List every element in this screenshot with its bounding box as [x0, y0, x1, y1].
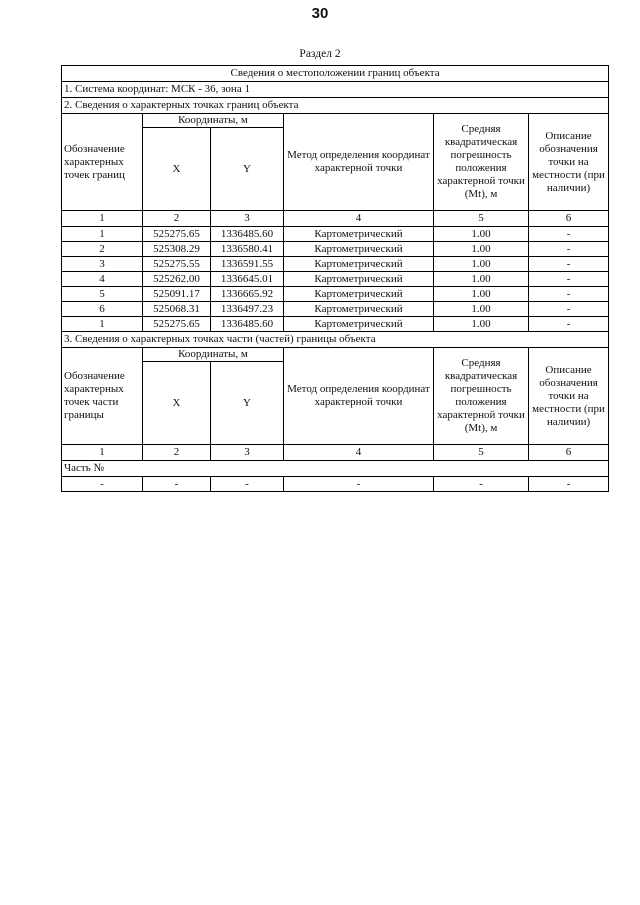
coord-system: 1. Система координат: МСК - 36, зона 1: [62, 82, 609, 98]
point-number-cell: 1: [62, 227, 143, 242]
section-label: Раздел 2: [299, 48, 341, 60]
header-description: Описание обозначения точки на местности (при наличии): [529, 114, 609, 211]
column-number-cell: 3: [211, 211, 284, 227]
accuracy-cell: 1.00: [434, 257, 529, 272]
y-coordinate-cell: 1336485.60: [211, 317, 284, 332]
column-number-cell: 5: [434, 211, 529, 227]
x-coordinate-cell: -: [143, 477, 211, 492]
point-number-cell: 4: [62, 272, 143, 287]
accuracy-cell: 1.00: [434, 242, 529, 257]
description-cell: -: [529, 242, 609, 257]
x-coordinate-cell: 525275.65: [143, 317, 211, 332]
part-label: Часть №: [62, 461, 609, 477]
part-column-numbers-row: [62, 445, 609, 461]
method-cell: Картометрический: [284, 227, 434, 242]
header-y: Y: [211, 128, 284, 211]
y-coordinate-cell: 1336580.41: [211, 242, 284, 257]
part-header-method: Метод определения координат характерной точки: [284, 348, 434, 445]
x-coordinate-cell: 525275.55: [143, 257, 211, 272]
accuracy-cell: 1.00: [434, 302, 529, 317]
part-header-x: X: [143, 362, 211, 445]
part-header-description: Описание обозначения точки на местности (при наличии): [529, 348, 609, 445]
description-cell: -: [529, 257, 609, 272]
point-number-cell: 2: [62, 242, 143, 257]
x-coordinate-cell: 525091.17: [143, 287, 211, 302]
table-row: [62, 317, 609, 332]
table-row: [62, 257, 609, 272]
header-method: Метод определения координат характерной точки: [284, 114, 434, 211]
method-cell: -: [284, 477, 434, 492]
y-coordinate-cell: 1336591.55: [211, 257, 284, 272]
point-number-cell: -: [62, 477, 143, 492]
point-number-cell: 5: [62, 287, 143, 302]
accuracy-cell: 1.00: [434, 287, 529, 302]
point-number-cell: 1: [62, 317, 143, 332]
column-number-cell: 1: [62, 211, 143, 227]
accuracy-cell: 1.00: [434, 272, 529, 287]
part-header-y: Y: [211, 362, 284, 445]
description-cell: -: [529, 287, 609, 302]
y-coordinate-cell: 1336485.60: [211, 227, 284, 242]
column-number-cell: 3: [211, 445, 284, 461]
point-number-cell: 6: [62, 302, 143, 317]
column-number-cell: 4: [284, 211, 434, 227]
method-cell: Картометрический: [284, 287, 434, 302]
section-3-heading: 3. Сведения о характерных точках части (частей) границы объекта: [62, 332, 609, 348]
y-coordinate-cell: -: [211, 477, 284, 492]
description-cell: -: [529, 302, 609, 317]
boundary-table: [61, 65, 609, 492]
table-row: [62, 272, 609, 287]
description-cell: -: [529, 317, 609, 332]
table-row: [62, 287, 609, 302]
method-cell: Картометрический: [284, 317, 434, 332]
description-cell: -: [529, 272, 609, 287]
point-number-cell: 3: [62, 257, 143, 272]
method-cell: Картометрический: [284, 302, 434, 317]
description-cell: -: [529, 477, 609, 492]
page-number: 30: [311, 5, 329, 22]
method-cell: Картометрический: [284, 242, 434, 257]
column-number-cell: 2: [143, 211, 211, 227]
x-coordinate-cell: 525068.31: [143, 302, 211, 317]
column-number-cell: 1: [62, 445, 143, 461]
column-numbers-row: [62, 211, 609, 227]
column-number-cell: 6: [529, 445, 609, 461]
x-coordinate-cell: 525262.00: [143, 272, 211, 287]
part-header-designation: Обозначение характерных точек части границы: [62, 348, 143, 445]
column-number-cell: 2: [143, 445, 211, 461]
column-number-cell: 6: [529, 211, 609, 227]
method-cell: Картометрический: [284, 272, 434, 287]
description-cell: -: [529, 227, 609, 242]
table-title: Сведения о местоположении границ объекта: [62, 66, 609, 82]
part-header-coordinates: Координаты, м: [143, 348, 284, 362]
y-coordinate-cell: 1336497.23: [211, 302, 284, 317]
x-coordinate-cell: 525275.65: [143, 227, 211, 242]
method-cell: Картометрический: [284, 257, 434, 272]
header-accuracy: Средняя квадратическая погрешность положения характерной точки (Mt), м: [434, 114, 529, 211]
table-row: [62, 302, 609, 317]
table-row: [62, 242, 609, 257]
y-coordinate-cell: 1336645.01: [211, 272, 284, 287]
column-number-cell: 5: [434, 445, 529, 461]
part-table-row: [62, 477, 609, 492]
accuracy-cell: 1.00: [434, 227, 529, 242]
column-number-cell: 4: [284, 445, 434, 461]
table-row: [62, 227, 609, 242]
accuracy-cell: 1.00: [434, 317, 529, 332]
header-designation: Обозначение характерных точек границ: [62, 114, 143, 211]
y-coordinate-cell: 1336665.92: [211, 287, 284, 302]
section-2-heading: 2. Сведения о характерных точках границ объекта: [62, 98, 609, 114]
part-header-accuracy: Средняя квадратическая погрешность положения характерной точки (Mt), м: [434, 348, 529, 445]
header-coordinates: Координаты, м: [143, 114, 284, 128]
x-coordinate-cell: 525308.29: [143, 242, 211, 257]
accuracy-cell: -: [434, 477, 529, 492]
header-x: X: [143, 128, 211, 211]
